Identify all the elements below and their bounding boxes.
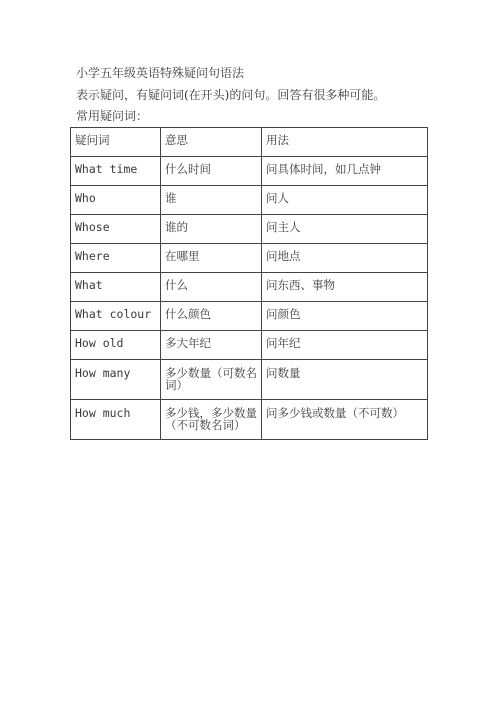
usage-cell: 问人 (262, 186, 428, 215)
table-row (71, 244, 428, 273)
table-row (71, 360, 428, 400)
meaning-cell: 什么时间 (161, 157, 262, 186)
meaning-cell: 多少钱，多少数量（不可数名词） (161, 400, 262, 440)
description-text: 表示疑问，有疑问词(在开头)的问句。回答有很多种可能。 (76, 88, 386, 102)
word-cell: What (71, 273, 161, 302)
word-cell: Whose (71, 215, 161, 244)
table-row (71, 186, 428, 215)
header-cell-usage: 用法 (262, 128, 428, 157)
word-cell: Who (71, 186, 161, 215)
word-cell: What time (71, 157, 161, 186)
usage-cell: 问地点 (262, 244, 428, 273)
table-row (71, 273, 428, 302)
meaning-cell: 什么 (161, 273, 262, 302)
table-row (71, 400, 428, 440)
word-cell: How much (71, 400, 161, 440)
question-words-table (70, 127, 428, 440)
meaning-cell: 谁 (161, 186, 262, 215)
usage-cell: 问具体时间，如几点钟 (262, 157, 428, 186)
usage-cell: 问东西、事物 (262, 273, 428, 302)
usage-cell: 问年纪 (262, 331, 428, 360)
usage-cell: 问多少钱或数量（不可数） (262, 400, 428, 440)
table-label: 常用疑问词： (76, 109, 149, 123)
document-title: 小学五年级英语特殊疑问句语法 (76, 66, 245, 80)
meaning-cell: 多少数量（可数名词） (161, 360, 262, 400)
header-cell-meaning: 意思 (161, 128, 262, 157)
usage-cell: 问颜色 (262, 302, 428, 331)
meaning-cell: 谁的 (161, 215, 262, 244)
word-cell: How many (71, 360, 161, 400)
table-row (71, 215, 428, 244)
word-cell: How old (71, 331, 161, 360)
table-row (71, 157, 428, 186)
usage-cell: 问数量 (262, 360, 428, 400)
table-row (71, 302, 428, 331)
word-cell: What colour (71, 302, 161, 331)
meaning-cell: 在哪里 (161, 244, 262, 273)
usage-cell: 问主人 (262, 215, 428, 244)
word-cell: Where (71, 244, 161, 273)
meaning-cell: 什么颜色 (161, 302, 262, 331)
meaning-cell: 多大年纪 (161, 331, 262, 360)
header-cell-word: 疑问词 (71, 128, 161, 157)
table-header-row (71, 128, 428, 157)
table-row (71, 331, 428, 360)
